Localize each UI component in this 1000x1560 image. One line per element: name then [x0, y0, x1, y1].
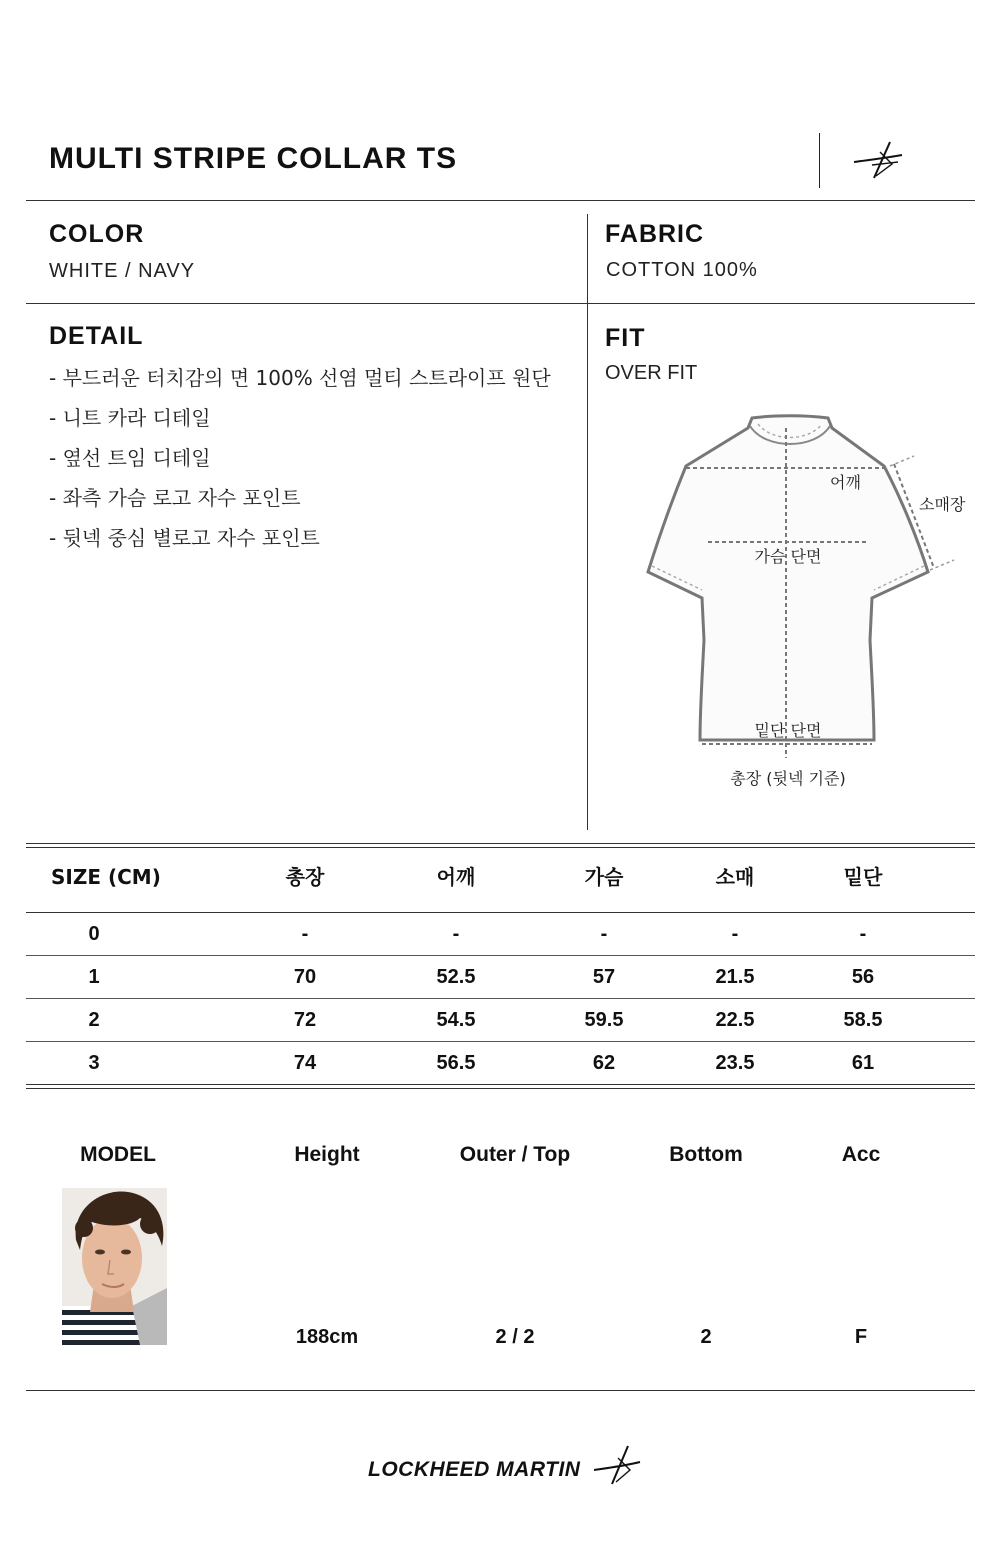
table-cell: 59.5	[584, 1009, 624, 1031]
table-row	[26, 956, 975, 999]
product-title: MULTI STRIPE COLLAR TS	[49, 142, 458, 175]
table-bottom-line	[26, 1088, 975, 1089]
fit-value: OVER FIT	[605, 362, 698, 384]
brand-name: LOCKHEED MARTIN	[368, 1458, 581, 1481]
table-cell: 57	[592, 966, 616, 988]
outer-top-header: Outer / Top	[459, 1143, 571, 1166]
diagram-shoulder-label: 어깨	[830, 473, 861, 492]
detail-item: - 부드러운 터치감의 면 100% 선염 멀티 스트라이프 원단	[49, 366, 551, 390]
table-bottom-line	[26, 1084, 975, 1085]
table-cell: -	[859, 923, 867, 945]
table-cell: 54.5	[436, 1009, 476, 1031]
acc-header: Acc	[841, 1143, 881, 1166]
diagram-sleeve-label: 소매장	[919, 495, 966, 514]
table-cell: 2	[88, 1009, 100, 1031]
table-cell: 3	[88, 1052, 100, 1074]
diagram-chest-label: 가슴 단면	[754, 547, 822, 566]
table-cell: 62	[592, 1052, 616, 1074]
table-cell: 58.5	[843, 1009, 883, 1031]
brand-star-icon	[594, 1444, 644, 1488]
size-table-header	[26, 856, 975, 899]
table-cell: -	[731, 923, 739, 945]
detail-item: - 옆선 트임 디테일	[49, 446, 211, 470]
fabric-label: FABRIC	[605, 220, 705, 248]
bottom-header: Bottom	[669, 1143, 743, 1166]
table-cell: 0	[88, 923, 100, 945]
brand-logo	[368, 1444, 581, 1481]
fabric-value: COTTON 100%	[606, 259, 758, 281]
model-outer-top: 2 / 2	[495, 1326, 535, 1348]
model-bottom: 2	[700, 1326, 712, 1348]
divider-header	[26, 200, 975, 201]
table-cell: 22.5	[715, 1009, 755, 1031]
table-cell: 56.5	[436, 1052, 476, 1074]
table-cell: 74	[293, 1052, 317, 1074]
model-acc: F	[854, 1326, 868, 1348]
detail-label: DETAIL	[49, 322, 144, 350]
table-cell: 23.5	[715, 1052, 755, 1074]
tshirt-outline	[648, 416, 928, 740]
detail-item: - 니트 카라 디테일	[49, 406, 211, 430]
table-row	[26, 913, 975, 956]
table-cell: 72	[293, 1009, 317, 1031]
table-cell: 52.5	[436, 966, 476, 988]
header-sleeve: 소매	[715, 865, 755, 889]
fit-label: FIT	[605, 324, 646, 352]
divider-color	[26, 303, 975, 304]
star-logo-icon	[850, 138, 906, 184]
table-cell: 1	[88, 966, 100, 988]
color-label: COLOR	[49, 220, 145, 248]
height-header: Height	[294, 1143, 360, 1166]
row-divider	[26, 955, 975, 956]
row-divider	[26, 1041, 975, 1042]
table-row	[26, 999, 975, 1042]
header-size: SIZE (CM)	[51, 865, 161, 889]
diagram-hem-label: 밑단 단면	[754, 721, 822, 740]
model-height: 188cm	[295, 1326, 359, 1348]
header-shoulder: 어깨	[436, 865, 476, 889]
model-header: MODEL	[80, 1143, 156, 1166]
tshirt-diagram	[640, 410, 970, 800]
table-cell: -	[600, 923, 608, 945]
color-value: WHITE / NAVY	[49, 260, 196, 282]
header-hem: 밑단	[843, 865, 883, 889]
table-row	[26, 1042, 975, 1085]
table-cell: 61	[851, 1052, 875, 1074]
detail-item: - 뒷넥 중심 별로고 자수 포인트	[49, 526, 320, 550]
detail-item: - 좌측 가슴 로고 자수 포인트	[49, 486, 301, 510]
table-cell: 70	[293, 966, 317, 988]
model-photo	[62, 1188, 167, 1345]
table-top-line	[26, 843, 975, 844]
table-cell: 56	[851, 966, 875, 988]
row-divider	[26, 998, 975, 999]
header-length: 총장	[285, 865, 325, 889]
detail-list	[49, 364, 551, 564]
diagram-length-label: 총장 (뒷넥 기준)	[730, 769, 846, 788]
table-cell: -	[301, 923, 309, 945]
table-cell: 21.5	[715, 966, 755, 988]
column-divider	[587, 214, 588, 830]
header-divider	[819, 133, 820, 188]
header-chest: 가슴	[584, 865, 624, 889]
table-cell: -	[452, 923, 460, 945]
divider-model	[26, 1390, 975, 1391]
table-top-line	[26, 847, 975, 848]
